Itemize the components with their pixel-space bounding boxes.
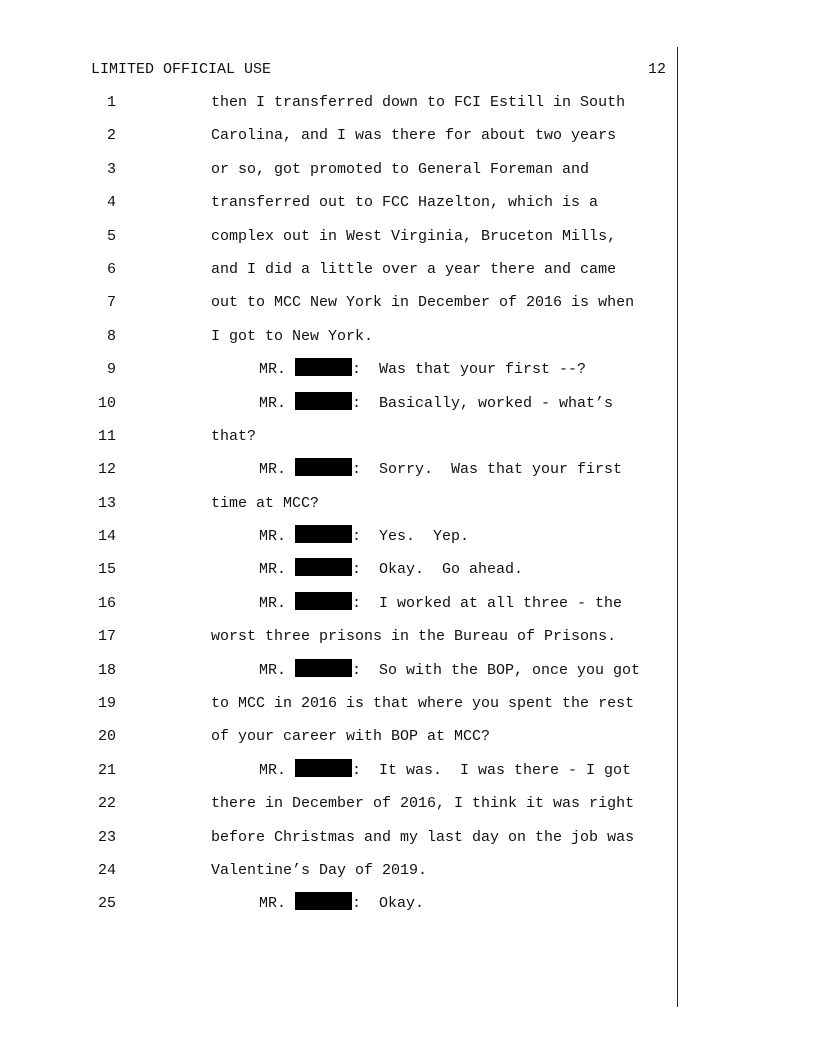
line-text xyxy=(211,821,666,854)
speaker-label: MR. xyxy=(259,761,287,779)
line-number: 17 xyxy=(97,628,116,646)
transcript-line xyxy=(0,86,816,119)
transcript-line xyxy=(0,787,816,820)
line-text xyxy=(259,553,666,586)
redaction-box xyxy=(295,392,352,410)
line-number: 7 xyxy=(106,294,116,312)
transcript-line xyxy=(0,654,816,687)
speaker-label: MR. xyxy=(259,461,287,479)
line-number: 21 xyxy=(97,761,116,779)
line-number: 1 xyxy=(106,94,116,111)
speaker-label: MR. xyxy=(259,394,287,412)
continuation-text: then I transferred down to FCI Estill in South xyxy=(211,94,626,111)
continuation-text: there in December of 2016, I think it was right xyxy=(211,795,635,813)
classification-header: LIMITED OFFICIAL USE xyxy=(91,61,272,78)
line-number: 12 xyxy=(97,461,116,479)
speaker-label: MR. xyxy=(259,561,287,579)
speaker-text: : Basically, worked - what’s xyxy=(352,394,614,412)
line-text xyxy=(211,787,666,820)
continuation-text: to MCC in 2016 is that where you spent the rest xyxy=(211,695,635,713)
line-number: 25 xyxy=(97,895,116,913)
redaction-box xyxy=(295,659,352,677)
continuation-text: complex out in West Virginia, Bruceton Mills, xyxy=(211,227,617,245)
transcript-line xyxy=(0,553,816,586)
line-number: 5 xyxy=(106,227,116,245)
line-number: 19 xyxy=(97,695,116,713)
speaker-text: : Sorry. Was that your first xyxy=(352,461,623,479)
line-text xyxy=(211,854,666,887)
transcript-line xyxy=(0,253,816,286)
transcript-line xyxy=(0,887,816,920)
continuation-text: Carolina, and I was there for about two years xyxy=(211,127,617,145)
line-text xyxy=(259,887,666,920)
line-text xyxy=(259,353,666,386)
continuation-text: out to MCC New York in December of 2016 is when xyxy=(211,294,635,312)
line-text xyxy=(211,320,666,353)
speaker-text: : So with the BOP, once you got xyxy=(352,661,641,679)
line-text xyxy=(259,520,666,553)
line-number: 20 xyxy=(97,728,116,746)
continuation-text: or so, got promoted to General Foreman and xyxy=(211,160,590,178)
transcript-line xyxy=(0,854,816,887)
line-text xyxy=(211,119,666,152)
line-text xyxy=(259,387,666,420)
line-number: 8 xyxy=(106,327,116,345)
speaker-text: : Okay. Go ahead. xyxy=(352,561,524,579)
transcript-line xyxy=(0,353,816,386)
speaker-label: MR. xyxy=(259,594,287,612)
transcript-line xyxy=(0,420,816,453)
line-number: 15 xyxy=(97,561,116,579)
transcript-line xyxy=(0,520,816,553)
line-text xyxy=(211,220,666,253)
line-number: 18 xyxy=(97,661,116,679)
line-number: 10 xyxy=(97,394,116,412)
line-number: 6 xyxy=(106,260,116,278)
speaker-label: MR. xyxy=(259,661,287,679)
continuation-text: that? xyxy=(211,427,257,445)
line-number: 13 xyxy=(97,494,116,512)
line-text xyxy=(211,286,666,319)
continuation-text: worst three prisons in the Bureau of Prisons. xyxy=(211,628,617,646)
transcript-line xyxy=(0,620,816,653)
transcript-line xyxy=(0,720,816,753)
continuation-text: transferred out to FCC Hazelton, which is a xyxy=(211,194,599,212)
transcript-line xyxy=(0,453,816,486)
line-text xyxy=(211,687,666,720)
continuation-text: before Christmas and my last day on the job was xyxy=(211,828,635,846)
transcript-line xyxy=(0,220,816,253)
line-text xyxy=(259,654,666,687)
speaker-label: MR. xyxy=(259,528,287,546)
continuation-text: and I did a little over a year there and came xyxy=(211,260,617,278)
line-text xyxy=(211,153,666,186)
line-number: 14 xyxy=(97,528,116,546)
line-text xyxy=(259,587,666,620)
page-number: 12 xyxy=(647,61,666,78)
continuation-text: time at MCC? xyxy=(211,494,320,512)
transcript-line xyxy=(0,754,816,787)
redaction-box xyxy=(295,759,352,777)
transcript-line xyxy=(0,487,816,520)
line-text xyxy=(211,620,666,653)
transcript-line xyxy=(0,119,816,152)
continuation-text: I got to New York. xyxy=(211,327,374,345)
transcript-line xyxy=(0,320,816,353)
speaker-label: MR. xyxy=(259,895,287,913)
line-number: 24 xyxy=(97,861,116,879)
redaction-box xyxy=(295,592,352,610)
line-number: 2 xyxy=(106,127,116,145)
continuation-text: of your career with BOP at MCC? xyxy=(211,728,491,746)
line-number: 23 xyxy=(97,828,116,846)
redaction-box xyxy=(295,525,352,543)
transcript-lines xyxy=(0,86,816,921)
line-text xyxy=(211,186,666,219)
speaker-text: : I worked at all three - the xyxy=(352,594,623,612)
line-text xyxy=(211,720,666,753)
line-text xyxy=(259,754,666,787)
line-text xyxy=(211,253,666,286)
line-text xyxy=(211,487,666,520)
continuation-text: Valentine’s Day of 2019. xyxy=(211,861,428,879)
speaker-text: : Okay. xyxy=(352,895,425,913)
line-text xyxy=(259,453,666,486)
line-number: 4 xyxy=(106,194,116,212)
speaker-label: MR. xyxy=(259,361,287,379)
transcript-line xyxy=(0,153,816,186)
redaction-box xyxy=(295,892,352,910)
speaker-text: : Was that your first --? xyxy=(352,361,587,379)
line-number: 11 xyxy=(97,427,116,445)
redaction-box xyxy=(295,558,352,576)
transcript-line xyxy=(0,186,816,219)
line-number: 3 xyxy=(106,160,116,178)
speaker-text: : It was. I was there - I got xyxy=(352,761,632,779)
line-number: 9 xyxy=(106,361,116,379)
transcript-line xyxy=(0,821,816,854)
transcript-line xyxy=(0,387,816,420)
transcript-line xyxy=(0,286,816,319)
line-number: 22 xyxy=(97,795,116,813)
transcript-line xyxy=(0,587,816,620)
line-number: 16 xyxy=(97,594,116,612)
redaction-box xyxy=(295,458,352,476)
line-text xyxy=(211,420,666,453)
speaker-text: : Yes. Yep. xyxy=(352,528,470,546)
transcript-line xyxy=(0,687,816,720)
redaction-box xyxy=(295,358,352,376)
line-text xyxy=(211,86,666,119)
